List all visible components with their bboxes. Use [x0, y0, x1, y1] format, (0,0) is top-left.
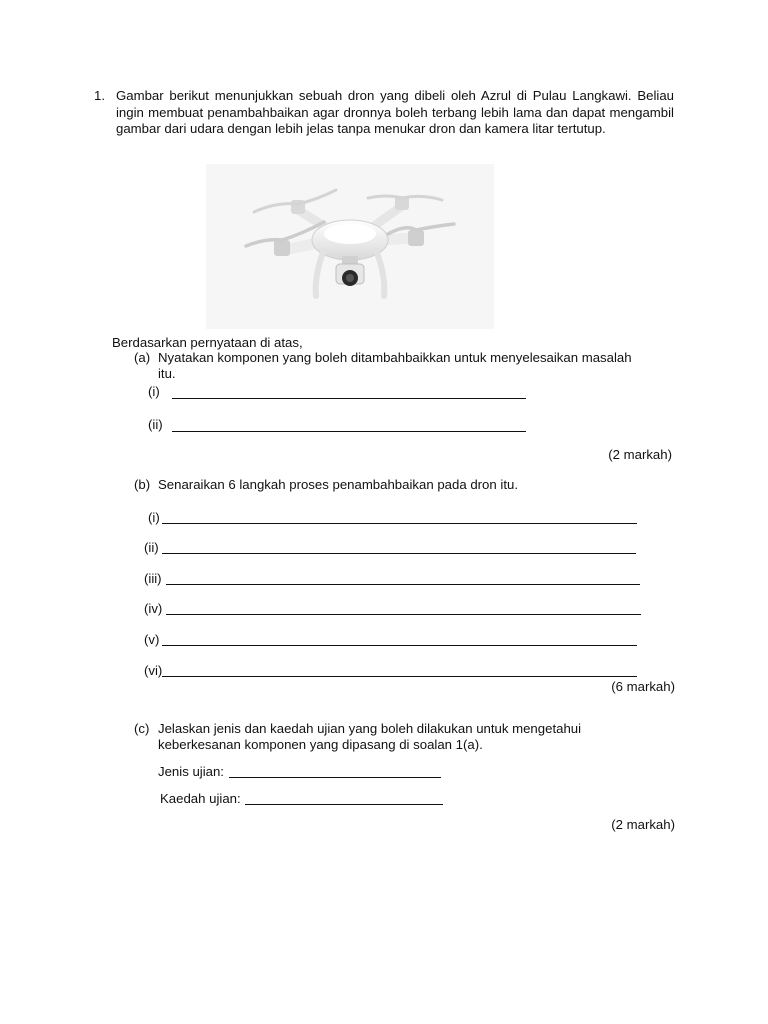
- part-b-item-label: (iii): [144, 571, 162, 586]
- answer-line-a-ii[interactable]: [172, 419, 526, 432]
- part-b-label: (b): [134, 477, 151, 492]
- answer-line-b-vi[interactable]: [162, 664, 637, 677]
- part-a-text-line1: Nyatakan komponen yang boleh ditambahbaikkan untuk menyelesaikan masalah: [158, 350, 632, 365]
- answer-line-b-iv[interactable]: [166, 602, 641, 615]
- part-b-item-label: (v): [144, 632, 160, 647]
- question-text: Gambar berikut menunjukkan sebuah dron yang dibeli oleh Azrul di Pulau Langkawi. Beliau ingin membuat penambahbaikan agar dronnya boleh terbang lebih lama dan dapat mengambil gambar dari udara dengan lebih jelas tanpa menukar dron dan kamera litar tertutup.: [116, 88, 674, 136]
- kaedah-ujian-label: Kaedah ujian:: [160, 791, 241, 806]
- intro-text: Berdasarkan pernyataan di atas,: [112, 335, 303, 350]
- part-a-marks: (2 markah): [608, 447, 672, 462]
- jenis-ujian-label: Jenis ujian:: [158, 764, 224, 779]
- part-a-label: (a): [134, 350, 151, 365]
- part-a-item-label: (i): [148, 384, 160, 399]
- part-c-label: (c): [134, 721, 150, 736]
- answer-line-b-iii[interactable]: [166, 572, 640, 585]
- drone-icon: [206, 164, 494, 329]
- part-b-marks: (6 markah): [611, 679, 675, 694]
- part-b-item-label: (i): [148, 510, 160, 525]
- part-b-item-label: (vi): [144, 663, 163, 678]
- part-a-item-label: (ii): [148, 417, 163, 432]
- drone-photo: [206, 164, 494, 329]
- part-c-text-line2: keberkesanan komponen yang dipasang di soalan 1(a).: [158, 737, 483, 752]
- part-b-text: Senaraikan 6 langkah proses penambahbaikan pada dron itu.: [158, 477, 518, 492]
- answer-line-a-i[interactable]: [172, 386, 526, 399]
- part-a-text-line2: itu.: [158, 366, 176, 381]
- part-b-item-label: (ii): [144, 540, 159, 555]
- part-c-text-line1: Jelaskan jenis dan kaedah ujian yang boleh dilakukan untuk mengetahui: [158, 721, 582, 736]
- kaedah-ujian-field[interactable]: [245, 792, 443, 805]
- answer-line-b-ii[interactable]: [162, 541, 636, 554]
- jenis-ujian-field[interactable]: [229, 765, 441, 778]
- part-c-marks: (2 markah): [611, 817, 675, 832]
- answer-line-b-v[interactable]: [162, 633, 637, 646]
- question-number: 1.: [94, 88, 105, 103]
- part-b-item-label: (iv): [144, 601, 163, 616]
- answer-line-b-i[interactable]: [162, 511, 637, 524]
